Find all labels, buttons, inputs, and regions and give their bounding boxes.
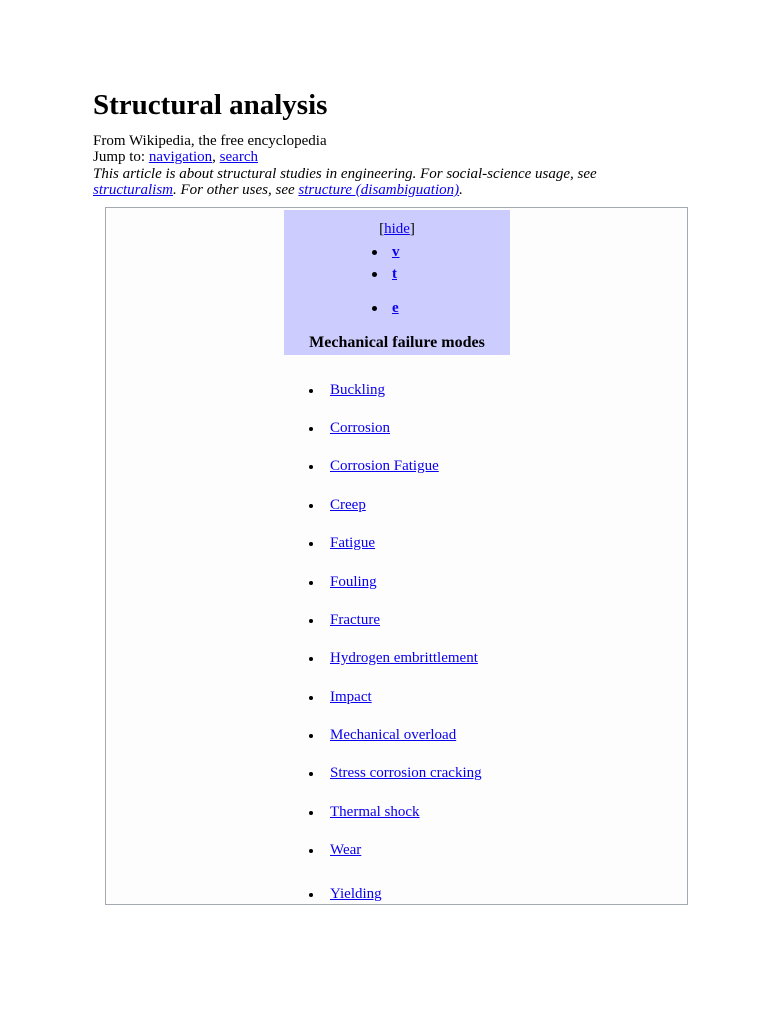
failure-mode-link[interactable]: Buckling bbox=[330, 382, 385, 398]
navbox-header bbox=[284, 210, 510, 355]
jump-to-label: Jump to: bbox=[93, 149, 146, 165]
vte-edit-link[interactable]: e bbox=[392, 300, 399, 316]
hatnote-link-disambiguation[interactable]: structure (disambiguation) bbox=[298, 182, 460, 198]
failure-mode-link[interactable]: Stress corrosion cracking bbox=[330, 765, 482, 781]
page-title: Structural analysis bbox=[93, 89, 328, 121]
hatnote bbox=[93, 166, 673, 198]
navbox-title: Mechanical failure modes bbox=[309, 334, 485, 351]
jump-to-navigation-link[interactable]: navigation bbox=[148, 149, 213, 165]
jump-to-search-link[interactable]: search bbox=[219, 149, 258, 165]
failure-mode-link[interactable]: Creep bbox=[330, 497, 366, 513]
navbox bbox=[105, 207, 688, 905]
vte-view-link[interactable]: v bbox=[392, 244, 400, 260]
failure-mode-link[interactable]: Thermal shock bbox=[330, 804, 420, 820]
failure-mode-link[interactable]: Fracture bbox=[330, 612, 380, 628]
failure-mode-link[interactable]: Mechanical overload bbox=[330, 727, 457, 743]
vte-talk-link[interactable]: t bbox=[392, 266, 397, 282]
failure-mode-link[interactable]: Corrosion Fatigue bbox=[330, 458, 439, 474]
hatnote-text-2: . For other uses, see bbox=[173, 182, 295, 198]
failure-mode-link[interactable]: Fouling bbox=[330, 574, 377, 590]
jump-to-separator: , bbox=[212, 149, 216, 165]
failure-mode-link[interactable]: Corrosion bbox=[330, 420, 390, 436]
hide-bracket-open: [ bbox=[379, 221, 385, 237]
navbox-hide-toggle bbox=[284, 221, 510, 237]
hide-link[interactable]: hide bbox=[384, 221, 410, 237]
hatnote-text-1: This article is about structural studies in engineering. For social-science usage, see bbox=[93, 166, 597, 182]
jump-to-links bbox=[93, 149, 258, 165]
failure-mode-link[interactable]: Hydrogen embrittlement bbox=[330, 650, 478, 666]
failure-mode-link[interactable]: Wear bbox=[330, 842, 362, 858]
failure-mode-link[interactable]: Yielding bbox=[330, 886, 382, 902]
site-tagline: From Wikipedia, the free encyclopedia bbox=[93, 133, 327, 149]
failure-mode-link[interactable]: Impact bbox=[330, 689, 372, 705]
hide-bracket-close: ] bbox=[409, 221, 415, 237]
failure-mode-link[interactable]: Fatigue bbox=[330, 535, 375, 551]
hatnote-text-3: . bbox=[459, 182, 463, 198]
hatnote-link-structuralism[interactable]: structuralism bbox=[93, 182, 174, 198]
